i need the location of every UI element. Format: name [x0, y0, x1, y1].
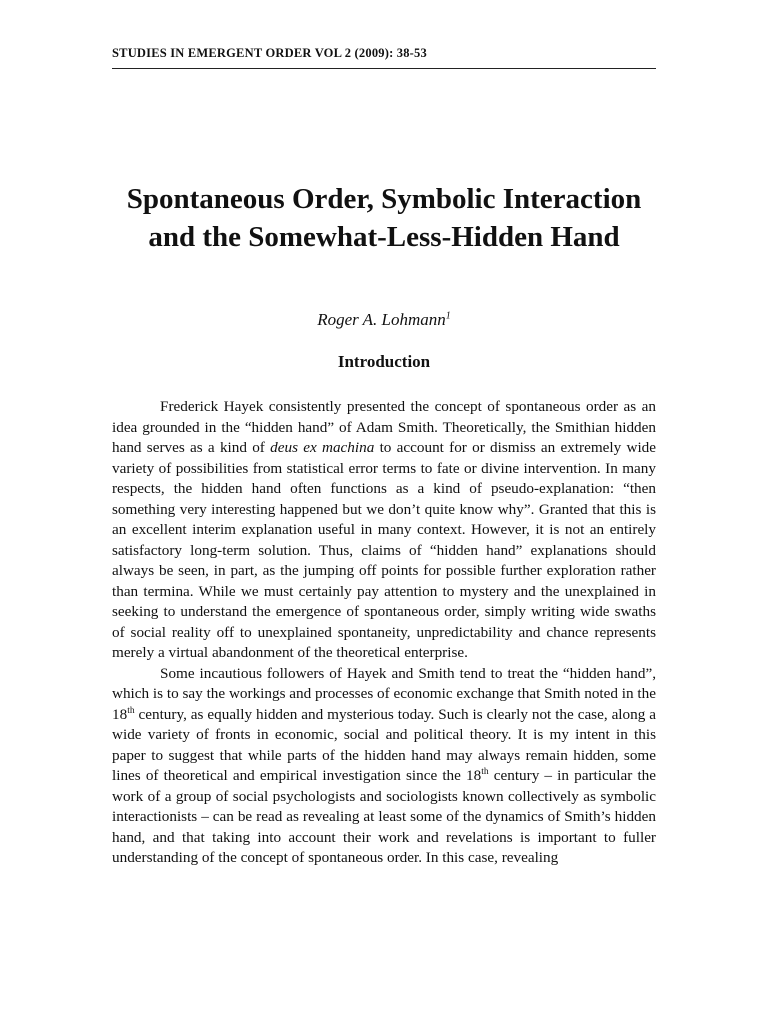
paragraph-1-text-a: Frederick Hayek consistently presented the concept of spontaneous order as an idea grounded in the “hidden hand” of Adam Smith. Theoretically, the Smithian hidden hand serves as a kind of — [112, 398, 656, 456]
author-name: Roger A. Lohmann — [317, 310, 446, 329]
body-text — [112, 397, 656, 869]
paragraph-1 — [112, 397, 656, 664]
article-title: Spontaneous Order, Symbolic Interaction and the Somewhat-Less-Hidden Hand — [126, 183, 642, 253]
header-rule — [112, 68, 656, 69]
author-line — [112, 310, 656, 330]
ordinal-suffix: th — [481, 766, 489, 777]
running-head: STUDIES IN EMERGENT ORDER VOL 2 (2009): 38-53 — [112, 46, 427, 60]
paragraph-2-text-b: century, as equally hidden and mysterious today. Such is clearly not the case, along a wide variety of fronts in economic, social and political theory. It is my intent in this paper to suggest that while parts of the hidden hand may always remain hidden, some lines of theoretical and empirical investigation since the 18 — [112, 705, 656, 784]
paragraph-1-text-b: to account for or dismiss an extremely wide variety of possibilities from statistical error terms to fate or divine intervention. In many respects, the hidden hand often functions as a kind of pseudo-explanation: “then something very interesting happened but we don’t quite know why”. Granted that this is an excellent interim explanation useful in many context. However, it is not an entirely satisfactory long-term solution. Thus, claims of “hidden hand” explanations should always be seen, in part, as the jumping off points for possible further exploration rather than termina. While we must certainly pay attention to mystery and the unexplained in seeking to understand the emergence of spontaneous order, simply writing wide swaths of social reality off to unexplained spontaneity, unpredictability and chance represents merely a virtual abandonment of the theoretical enterprise. — [112, 439, 657, 661]
section-heading: Introduction — [337, 352, 431, 371]
footnote-mark: 1 — [445, 310, 451, 322]
paragraph-2-text-a: Some incautious followers of Hayek and Smith tend to treat the “hidden hand”, which is to say the workings and processes of economic exchange that Smith noted in the 18 — [112, 664, 656, 723]
ordinal-suffix: th — [127, 705, 135, 716]
paragraph-2 — [112, 664, 656, 869]
paragraph-2-text-c: century – in particular the work of a group of social psychologists and sociologists known collectively as symbolic interactionists – can be read as revealing at least some of the dynamics of Smith’s hidden hand, and that taking into account their work and revelations is important to fuller understanding of the concept of spontaneous order. In this case, revealing — [112, 767, 656, 866]
paragraph-1-emphasis: deus ex machina — [270, 439, 375, 456]
